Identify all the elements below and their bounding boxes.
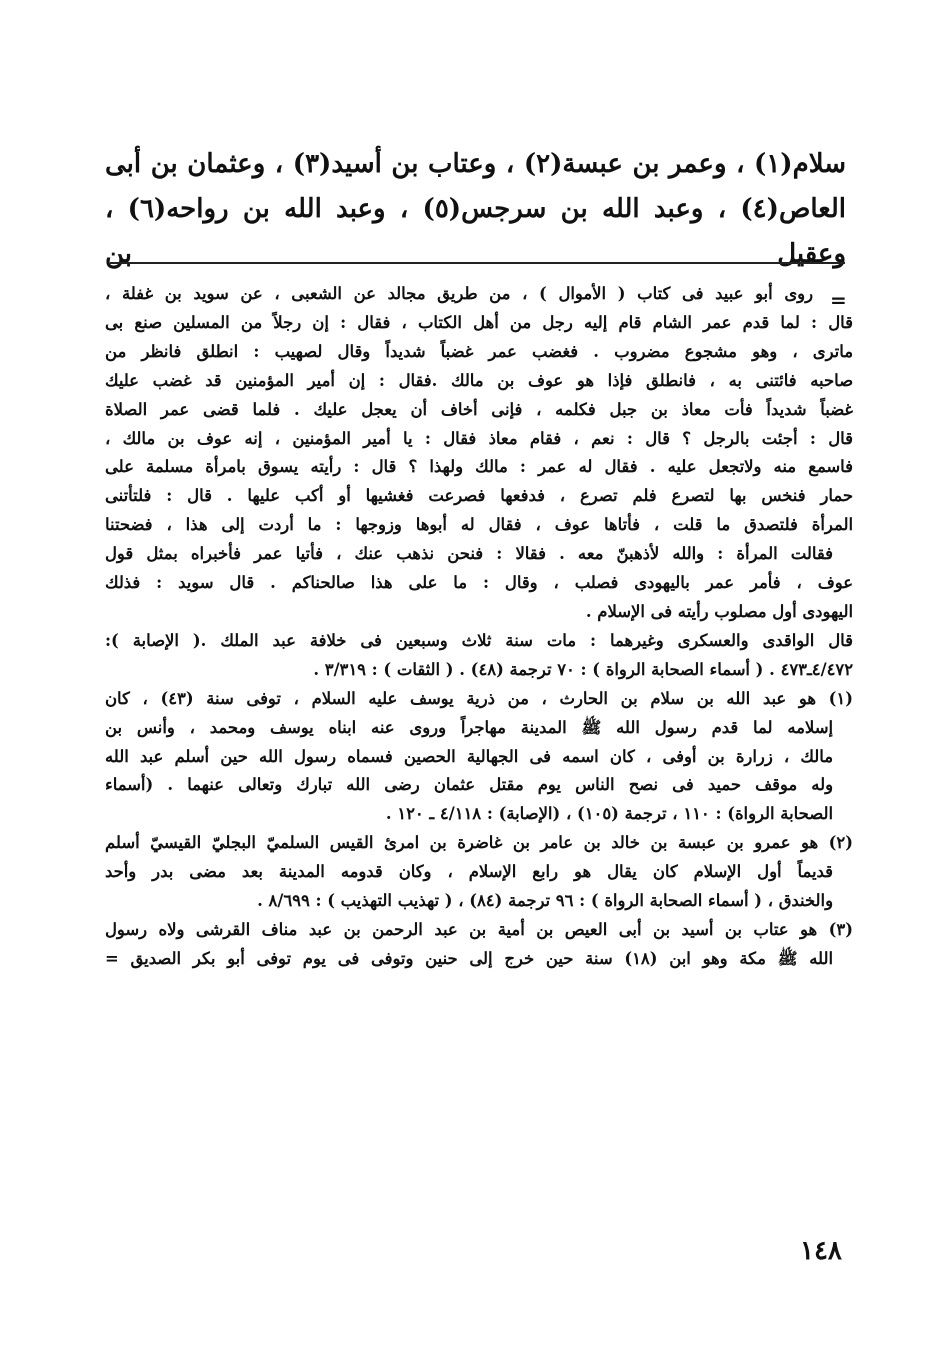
main-text-line: سلام(١) ، وعمر بن عبسة(٢) ، وعتاب بن أسيد(٣) ، وعثمان بن أبى <box>105 149 846 179</box>
main-text-line: العاص(٤) ، وعبد الله بن سرجس(٥) ، وعبد الله بن رواحه(٦) ، وعقيل بن <box>105 194 846 269</box>
footnote-1-line: إسلامه لما قدم رسول الله ﷺ المدينة مهاجراً وروى عنه ابناه يوسف ومحمد ، وأنس بن <box>105 717 833 737</box>
footnotes <box>105 280 853 974</box>
footnote-line: فقالت المرأة : والله لأذهبنّ معه . فقالا : فنحن نذهب عنك ، فأتيا عمر فأخبراه بمثل قول <box>105 544 833 564</box>
footnote-line: فاسمع منه ولاتجعل عليه . فقال له عمر : مالك ولهذا ؟ قال : رأيته يسوق بامرأة مسلمة على <box>105 457 853 477</box>
footnote-line: صاحبه فائتنى به ، فانطلق فإذا هو عوف بن مالك .فقال : إن أمير المؤمنين قد غضب عليك <box>105 370 853 390</box>
footnote-line: حمار فنخس بها لتصرع فلم تصرع ، فدفعها فصرعت فغشيها أو أكب عليها . قال : فلتأتنى <box>105 486 853 506</box>
footnote-2-line: قديماً أول الإسلام كان يقال هو رابع الإسلام ، وكان قدومه المدينة بعد مضى بدر وأحد <box>105 862 833 882</box>
footnote-2-line: (٢) هو عمرو بن عبسة بن خالد بن عامر بن غاضرة بن امرئ القيس السلميّ البجليّ القيسيّ أسلم <box>105 833 853 853</box>
continuation-mark: = <box>830 288 847 312</box>
footnote-line: قال : أجئت بالرجل ؟ قال : نعم ، فقام معاذ فقال : يا أمير المؤمنين ، إنه عوف بن مالك ، <box>105 428 853 448</box>
footnote-1-line: الصحابة الرواة) : ١١٠ ، ترجمة (١٠٥) ، (الإصابة) : ٤/١١٨ ـ ١٢٠ . <box>385 804 833 824</box>
footnote-line: روى أبو عبيد فى كتاب ( الأموال ) ، من طريق مجالد عن الشعبى ، عن سويد بن غفلة ، <box>105 284 813 303</box>
footnote-line: المرأة فلتصدق ما قلت ، فأتاها عوف ، فقال له أبوها وزوجها : ما أردت إلى هذا ، فضحتنا <box>105 515 853 535</box>
footnote-separator <box>110 262 845 264</box>
footnote-1-line: (١) هو عبد الله بن سلام بن الحارث ، من ذرية يوسف عليه السلام ، توفى سنة (٤٣) ، كان <box>105 688 853 708</box>
footnote-1-line: وله موقف حميد فى نصح الناس يوم مقتل عثمان رضى الله تبارك وتعالى عنهما . (أسماء <box>105 775 833 795</box>
footnote-line: ٤/٤٧٢ـ٤٧٣ . ( أسماء الصحابة الرواة ) : ٧٠ ترجمة (٤٨) . ( الثقات ) : ٣/٣١٩ . <box>313 659 853 679</box>
footnote-line: عوف ، فأمر عمر باليهودى فصلب ، وقال : ما على هذا صالحناكم . قال سويد : فذلك <box>105 573 853 593</box>
footnote-line: قال الواقدى والعسكرى وغيرهما : مات سنة ثلاث وسبعين فى خلافة عبد الملك .( الإصابة ): <box>105 630 853 650</box>
footnote-1-line: مالك ، زرارة بن أوفى ، كان اسمه فى الجهالية الحصين فسماه رسول الله حين أسلم عبد الله <box>105 746 833 766</box>
footnote-line: قال : لما قدم عمر الشام قام إليه رجل من أهل الكتاب ، فقال : إن رجلاً من المسلين صنع بى <box>105 312 853 332</box>
footnote-2-line: والخندق ، ( أسماء الصحابة الرواة ) : ٩٦ ترجمة (٨٤) ، ( تهذيب التهذيب ) : ٨/٦٩٩ . <box>257 891 833 911</box>
footnote-3-line: (٣) هو عتاب بن أسيد بن أبى العيص بن أمية بن عبد الرحمن بن عبد مناف القرشى ولاه رسول <box>105 919 853 939</box>
footnote-line: اليهودى أول مصلوب رأيته فى الإسلام . <box>585 601 853 621</box>
main-text <box>105 142 846 277</box>
footnote-line: غضباً شديداً فأت معاذ بن جبل فكلمه ، فإنى أخاف أن يعجل عليك . فلما قضى عمر الصلاة <box>105 399 853 419</box>
footnote-3-line: الله ﷺ مكة وهو ابن (١٨) سنة حين خرج إلى حنين وتوفى فى يوم توفى أبو بكر الصديق = <box>105 948 834 968</box>
footnote-line: ماترى ، وهو مشجوع مضروب . فغضب عمر غضباً شديداً وقال لصهيب : انطلق فانظر من <box>105 341 853 361</box>
page-number: ١٤٨ <box>800 1236 842 1266</box>
